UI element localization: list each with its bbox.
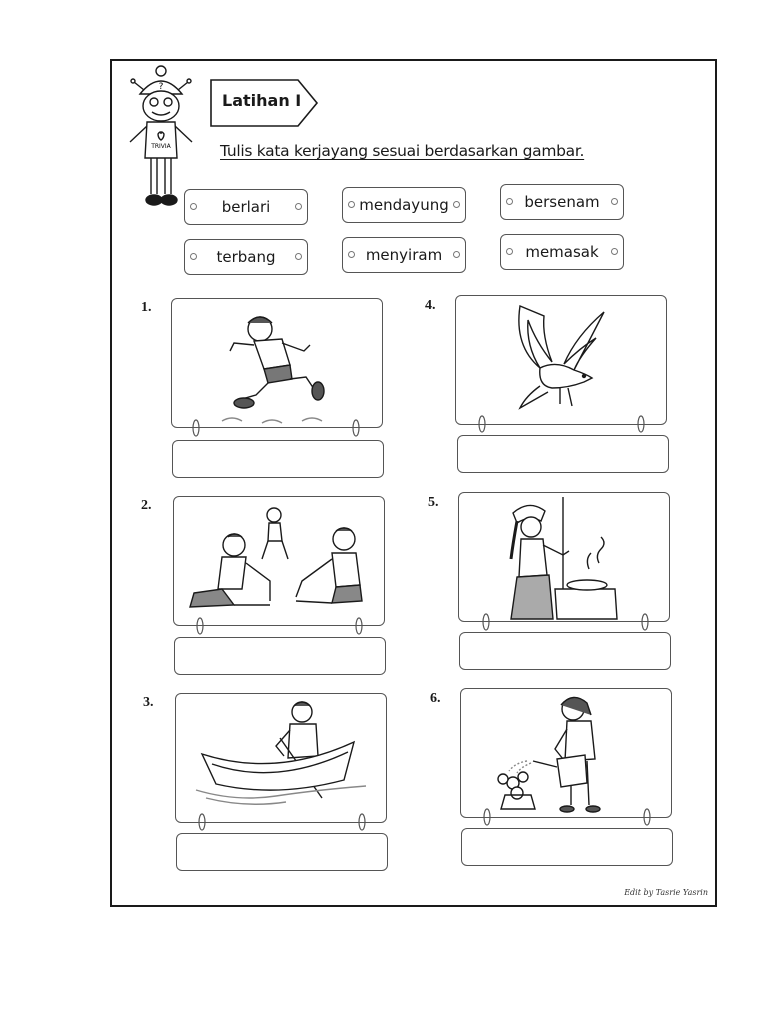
credit-text: Edit by Tasrie Yasrin: [624, 888, 708, 897]
word-card-6: [500, 234, 624, 270]
question-number: 5.: [428, 495, 439, 510]
picture-woman-cooking: [458, 492, 670, 622]
question-number: 2.: [141, 498, 152, 513]
answer-box-3[interactable]: [176, 833, 388, 871]
word-label: memasak: [525, 243, 599, 261]
mascot-shirt-text: TRIVIA: [151, 143, 171, 150]
word-card-2: [342, 187, 466, 223]
question-number: 4.: [425, 298, 436, 313]
exercise-title-tag: [210, 78, 320, 128]
mascot-hat-text: ?: [158, 82, 164, 92]
answer-box-2[interactable]: [174, 637, 386, 675]
picture-girl-watering-plants: [460, 688, 672, 818]
answer-box-4[interactable]: [457, 435, 669, 473]
question-number: 6.: [430, 691, 441, 706]
exercise-title: Latihan I: [222, 91, 302, 110]
word-label: bersenam: [524, 193, 600, 211]
word-label: terbang: [216, 248, 276, 266]
word-card-3: [500, 184, 624, 220]
answer-box-1[interactable]: [172, 440, 384, 478]
question-number: 3.: [143, 695, 154, 710]
picture-children-exercising: [173, 496, 385, 626]
answer-box-6[interactable]: [461, 828, 673, 866]
answer-box-5[interactable]: [459, 632, 671, 670]
instruction-text: Tulis kata kerjayang sesuai berdasarkan gambar.: [220, 142, 585, 160]
picture-boy-rowing-boat: [175, 693, 387, 823]
word-label: menyiram: [365, 246, 443, 264]
question-number: 1.: [141, 300, 152, 315]
word-label: berlari: [221, 198, 271, 216]
word-card-1: [184, 189, 308, 225]
word-label: mendayung: [359, 196, 449, 214]
picture-boy-running: [171, 298, 383, 428]
word-card-5: [342, 237, 466, 273]
picture-eagle-flying: [455, 295, 667, 425]
word-card-4: [184, 239, 308, 275]
